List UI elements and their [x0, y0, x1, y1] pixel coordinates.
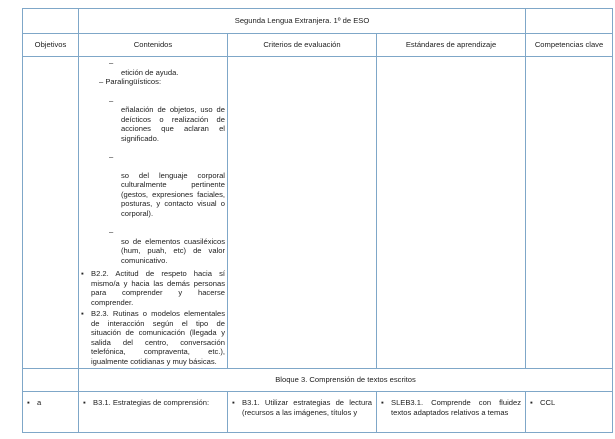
table-row	[23, 392, 613, 433]
block3-title: Bloque 3. Comprensión de textos escritos	[79, 369, 613, 392]
bullet-icon: ▪	[381, 398, 384, 407]
bullet-item	[81, 269, 225, 307]
header-criterios: Criterios de evaluación	[228, 34, 377, 57]
content-line: etición de ayuda.	[121, 67, 179, 77]
title-row	[23, 9, 613, 34]
estandar-value: SLEB3.1. Comprende con fluidez textos adaptados relativos a temas	[391, 398, 522, 417]
bullet-item	[81, 309, 225, 366]
bullet-icon: ▪	[83, 398, 86, 407]
header-contenidos: Contenidos	[79, 34, 228, 57]
contenido-value: B3.1. Estrategias de comprensión:	[93, 398, 210, 407]
block-empty-cell	[23, 369, 79, 392]
competencia-cell	[526, 392, 613, 433]
table-title: Segunda Lengua Extranjera. 1º de ESO	[79, 9, 526, 34]
title-empty-cell-right	[526, 9, 613, 34]
bullet-icon: ▪	[81, 309, 84, 318]
contenidos-cell	[79, 57, 228, 369]
criterio-value: B3.1. Utilizar estrategias de lectura (recursos a las imágenes, títulos y	[242, 398, 372, 417]
dash-mark: –	[109, 58, 114, 67]
content-item: so del lenguaje corporal culturalmente pertinente (gestos, expresiones faciales, posturas, y contacto visual o corporal).	[121, 170, 225, 218]
content-row	[23, 57, 613, 369]
curriculum-table	[22, 8, 613, 433]
title-empty-cell	[23, 9, 79, 34]
contenido-cell	[79, 392, 228, 433]
header-competencias: Competencias clave	[526, 34, 613, 57]
objetivos-cell	[23, 57, 79, 369]
estandar-cell	[377, 392, 526, 433]
estandares-cell	[377, 57, 526, 369]
dash-mark: –	[109, 95, 114, 105]
criterio-cell	[228, 392, 377, 433]
header-objetivos: Objetivos	[23, 34, 79, 57]
content-b22: B2.2. Actitud de respeto hacia sí mismo/a y hacia las demás personas para comprender y hacerse comprender.	[91, 269, 225, 307]
header-estandares: Estándares de aprendizaje	[377, 34, 526, 57]
bullet-icon: ▪	[27, 398, 30, 407]
content-item: so de elementos cuasiléxicos (hum, puah, etc) de valor comunicativo.	[121, 236, 225, 265]
competencia-value: CCL	[540, 398, 556, 407]
objetivo-cell	[23, 392, 79, 433]
column-header-row	[23, 34, 613, 57]
objetivo-value: a	[37, 398, 42, 407]
bullet-icon: ▪	[530, 398, 533, 407]
bullet-icon: ▪	[232, 398, 235, 407]
paralinguistic-heading: – Paralingüísticos:	[99, 77, 162, 86]
content-b23: B2.3. Rutinas o modelos elementales de interacción según el tipo de situación de comunicación (llegada y salida del centro, conversación telefónica, compraventa, etc.), igualmente cotidianas y muy básicas.	[91, 309, 225, 366]
dash-mark: –	[109, 152, 114, 161]
block-row	[23, 369, 613, 392]
competencias-cell	[526, 57, 613, 369]
dash-mark: –	[109, 227, 114, 236]
content-item: eñalación de objetos, uso de deícticos o realización de acciones que aclaran el significado.	[121, 105, 225, 143]
criterios-cell	[228, 57, 377, 369]
bullet-icon: ▪	[81, 269, 84, 278]
